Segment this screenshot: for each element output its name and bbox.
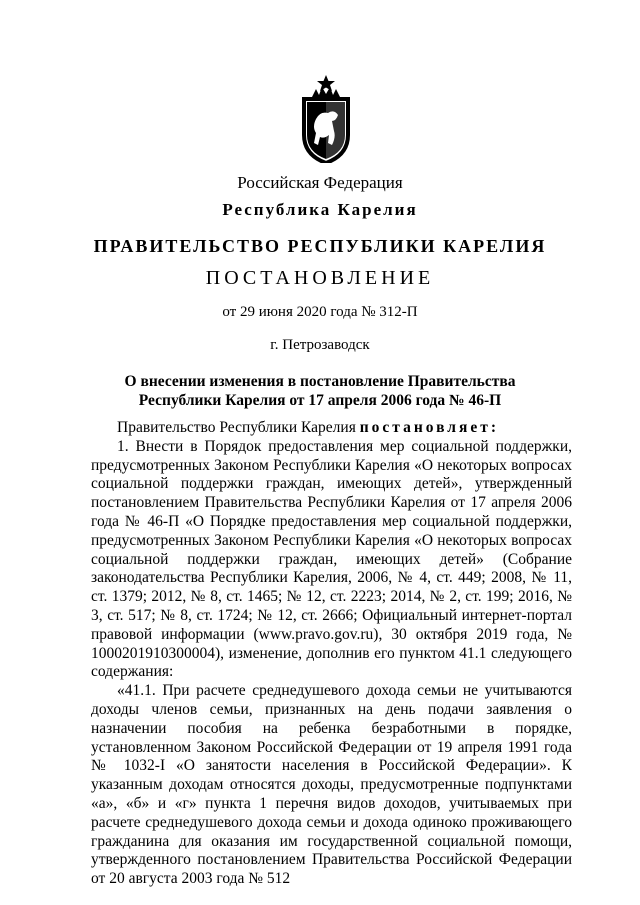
government-heading: ПРАВИТЕЛЬСТВО РЕСПУБЛИКИ КАРЕЛИЯ — [93, 236, 547, 256]
karelia-coat-of-arms-icon — [298, 75, 354, 163]
title-line-2: Республики Карелия от 17 апреля 2006 года № 46-П — [138, 392, 502, 409]
republic-label: Республика Карелия — [222, 200, 418, 219]
paragraph-2: «41.1. При расчете среднедушевого дохода семьи не учитываются доходы членов семьи, признанных на день подачи заявления о назначении пособия на ребенка безработными в порядке, установленном Законом Российской Федерации от 19 апреля 1991 года № 1032-I «О занятости населения в Российской Федерации». К указанным доходам относятся доходы, предусмотренные подпунктами «а», «б» и «г» пункта 1 перечня видов доходов, учитываемых при расчете среднедушевого дохода семьи и дохода одиноко проживающего гражданина для оказания им государственной социальной помощи, утвержденного постановлением Правительства Российской Федерации от 20 августа 2003 года № 512 — [91, 682, 572, 888]
federation-label: Российская Федерация — [237, 173, 403, 192]
document-title — [0, 372, 640, 410]
intro-decree-word: постановляет: — [359, 419, 500, 436]
title-line-1: О внесении изменения в постановление Правительства — [124, 373, 516, 390]
document-body — [91, 419, 572, 889]
intro-text: Правительство Республики Карелия — [117, 419, 356, 436]
document-type: ПОСТАНОВЛЕНИЕ — [205, 267, 435, 289]
city-label: г. Петрозаводск — [270, 337, 370, 353]
decree-date-number: от 29 июня 2020 года № 312-П — [222, 304, 418, 320]
paragraph-1: 1. Внести в Порядок предоставления мер социальной поддержки, предусмотренных Законом Республики Карелия «О некоторых вопросах социальной поддержки граждан, имеющих детей», утвержденный постановлением Правительства Республики Карелия от 17 апреля 2006 года № 46-П «О Порядке предоставления мер социальной поддержки, предусмотренных Законом Республики Карелия «О некоторых вопросах социальной поддержки граждан, имеющих детей» (Собрание законодательства Республики Карелия, 2006, № 4, ст. 449; 2008, № 11, ст. 1379; 2012, № 8, ст. 1465; № 12, ст. 2223; 2014, № 2, ст. 199; 2016, № 3, ст. 517; № 8, ст. 1724; № 12, ст. 2666; Официальный интернет-портал правовой информации (www.pravo.gov.ru), 30 октября 2019 года, № 1000201910300004), изменение, дополнив его пунктом 41.1 следующего содержания: — [91, 437, 572, 681]
intro-paragraph — [91, 419, 572, 438]
